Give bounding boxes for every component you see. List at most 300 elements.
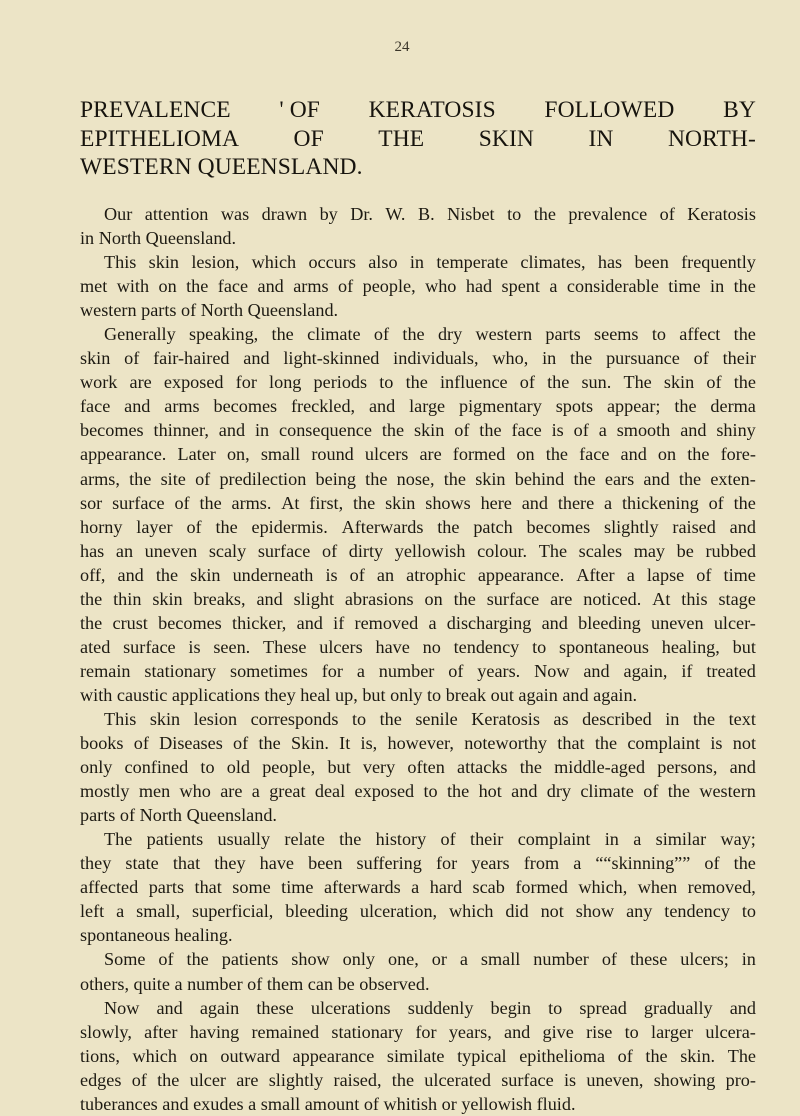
text-line <box>80 611 756 635</box>
word: uneven <box>651 612 704 633</box>
word: the <box>258 733 281 754</box>
word: abrasions <box>344 588 414 609</box>
word: old <box>226 757 250 778</box>
word: the <box>365 468 388 489</box>
text-line <box>80 851 756 875</box>
word: left <box>80 901 105 922</box>
word: tendency <box>453 636 520 657</box>
word: described <box>582 708 652 729</box>
word: climate <box>307 324 361 345</box>
word: exten- <box>710 468 756 489</box>
word: becomes <box>526 516 591 537</box>
word: of <box>133 733 149 754</box>
word: time <box>723 564 756 585</box>
text-line <box>80 947 756 971</box>
word: surface <box>112 492 165 513</box>
word: often <box>407 757 445 778</box>
word: the <box>570 348 593 369</box>
word: again, <box>623 660 668 681</box>
word: Now <box>104 997 140 1018</box>
word: Keratosis <box>687 204 756 224</box>
word: The <box>104 829 133 850</box>
word: a <box>116 901 125 922</box>
word: skin <box>663 372 695 393</box>
text-line <box>80 322 756 346</box>
word: history <box>375 829 427 850</box>
word: and <box>117 564 144 585</box>
word: to <box>651 324 666 345</box>
text-line <box>80 707 756 731</box>
word: remained <box>251 1021 320 1042</box>
word: only <box>80 757 113 778</box>
word: not <box>540 901 564 922</box>
word: At <box>652 588 671 609</box>
word: thicker, <box>232 612 287 633</box>
title-line-3: WESTERN QUEENSLAND. <box>80 154 363 180</box>
word: Our <box>104 204 133 224</box>
word: off, <box>80 564 106 585</box>
word: who, <box>492 348 529 369</box>
word: spots <box>555 396 594 417</box>
word: as <box>553 708 569 729</box>
word: of <box>706 372 722 393</box>
word: sor <box>80 492 103 513</box>
word: of <box>338 276 354 297</box>
word: may <box>633 540 666 561</box>
word: of <box>696 564 712 585</box>
word: colour. <box>477 540 528 561</box>
word: in <box>254 420 270 441</box>
word: a <box>251 781 260 802</box>
text-line: with caustic applications they heal up, but only to break out again and again. <box>80 684 638 705</box>
word: to <box>379 372 394 393</box>
word: of <box>693 348 709 369</box>
word: lesion, <box>191 252 240 273</box>
word: skin <box>148 252 179 273</box>
word: state <box>125 853 159 874</box>
word: Later <box>177 444 216 465</box>
word: the <box>186 949 209 970</box>
word: when <box>637 877 678 898</box>
word: rubbed <box>705 540 756 561</box>
word: a <box>633 829 642 850</box>
word: freckled, <box>290 396 356 417</box>
word: number <box>533 949 589 970</box>
word: for <box>435 853 458 874</box>
word: and <box>620 444 647 465</box>
text-line: spontaneous healing. <box>80 925 233 946</box>
word: smooth <box>616 420 671 441</box>
word: affected <box>80 877 139 898</box>
word: The <box>623 372 652 393</box>
word: parts <box>545 324 581 345</box>
word: typical <box>457 1045 507 1066</box>
word: show <box>575 901 615 922</box>
word: skin <box>414 420 445 441</box>
word: Keratosis <box>471 708 540 729</box>
word: similate <box>386 1045 445 1066</box>
word: corresponds <box>250 708 339 729</box>
word: ulcers <box>364 444 409 465</box>
text-line <box>80 827 756 851</box>
word: At <box>281 492 300 513</box>
word: mostly <box>80 781 130 802</box>
word: similar <box>655 829 707 850</box>
word: show <box>291 949 330 970</box>
word: periods <box>313 372 368 393</box>
word: W. <box>385 204 406 224</box>
word: the <box>381 420 405 441</box>
word: dry <box>546 781 572 802</box>
word: to <box>548 997 563 1018</box>
word: way; <box>720 829 756 850</box>
paragraph <box>80 322 756 707</box>
word: the <box>594 733 618 754</box>
word: western <box>475 324 533 345</box>
word: middle-aged <box>554 757 646 778</box>
word: the <box>80 612 103 633</box>
word: the <box>733 276 756 297</box>
word: men <box>138 781 171 802</box>
word: of <box>643 781 659 802</box>
word: arms <box>293 276 329 297</box>
word: on <box>189 1045 208 1066</box>
word: shiny <box>716 420 756 441</box>
word: ears <box>604 468 635 489</box>
word: removed <box>354 612 419 633</box>
word: who <box>425 276 457 297</box>
word: the <box>674 396 697 417</box>
word: These <box>263 636 307 657</box>
word: western <box>699 781 756 802</box>
text-line <box>80 563 756 587</box>
word: edges <box>80 1069 122 1090</box>
word: has <box>597 252 623 273</box>
paragraph <box>80 707 756 827</box>
word: noteworthy <box>464 733 548 754</box>
word: attacks <box>457 757 508 778</box>
word: and <box>583 660 610 681</box>
word: noticed. <box>583 588 642 609</box>
word: Afterwards <box>341 516 424 537</box>
text-line <box>80 515 756 539</box>
word: first, <box>309 492 344 513</box>
word: which <box>251 252 297 273</box>
word: in <box>604 829 619 850</box>
word: of <box>174 492 190 513</box>
word: who <box>179 781 211 802</box>
word: sun. <box>581 372 612 393</box>
text-line <box>80 1044 756 1068</box>
word: of <box>440 829 456 850</box>
word: in <box>710 276 725 297</box>
word: and <box>729 757 756 778</box>
word: is, <box>360 733 378 754</box>
word: again <box>199 997 240 1018</box>
word: suffering <box>356 853 422 874</box>
word: ulcer <box>189 1069 226 1090</box>
word: being <box>315 468 356 489</box>
word: face <box>80 396 111 417</box>
word: suddenly <box>407 997 474 1018</box>
word: of <box>349 564 365 585</box>
word: formed <box>452 444 506 465</box>
text-line: others, quite a number of them can be observed. <box>80 973 430 994</box>
word: confined <box>124 757 189 778</box>
word: slightly <box>268 1069 324 1090</box>
word: text <box>728 708 756 729</box>
word: to <box>507 204 522 224</box>
word: of <box>186 516 202 537</box>
word: the <box>733 853 756 874</box>
word: work <box>80 372 118 393</box>
word: larger <box>651 1021 694 1042</box>
word: are <box>550 588 573 609</box>
word: patients <box>146 829 204 850</box>
word: the <box>645 1045 668 1066</box>
word: in <box>409 252 425 273</box>
word: a <box>604 492 613 513</box>
word: is <box>563 1069 577 1090</box>
word: small <box>480 949 521 970</box>
word: removed, <box>687 877 756 898</box>
word: arms. <box>231 492 272 513</box>
word: affect <box>679 324 721 345</box>
word: the <box>402 324 425 345</box>
word: the <box>573 468 596 489</box>
word: some <box>232 877 271 898</box>
word: and <box>296 612 323 633</box>
word: the <box>733 492 756 513</box>
word: the <box>533 204 556 224</box>
word: remain <box>80 660 131 681</box>
text-line <box>80 731 756 755</box>
word: patch <box>473 516 513 537</box>
word: did <box>505 901 529 922</box>
word: the <box>405 372 428 393</box>
word: of <box>124 348 140 369</box>
word: gradually <box>643 997 713 1018</box>
word: is <box>710 733 723 754</box>
word: be <box>676 540 694 561</box>
paragraph <box>80 250 756 322</box>
word: atrophic <box>406 564 466 585</box>
word: bleeding <box>285 901 348 922</box>
word: breaks, <box>193 588 246 609</box>
word: This <box>104 252 137 273</box>
word: also <box>368 252 398 273</box>
text-line <box>80 875 756 899</box>
word: hard <box>429 877 463 898</box>
word: a <box>459 949 468 970</box>
word: predilection <box>219 468 307 489</box>
word: of <box>131 1069 147 1090</box>
word: the <box>353 492 376 513</box>
word: the <box>479 420 502 441</box>
word: the <box>733 372 756 393</box>
word: that <box>172 853 201 874</box>
text-line <box>80 587 756 611</box>
word: in <box>542 348 557 369</box>
word: to <box>624 1021 639 1042</box>
title-line-2: EPITHELIOMA OF THE SKIN IN NORTH- <box>80 125 756 152</box>
word: face <box>217 276 249 297</box>
word: seen. <box>213 636 251 657</box>
page-number: 24 <box>394 39 410 55</box>
word: the <box>678 468 702 489</box>
word: of <box>704 853 720 874</box>
word: site <box>160 468 186 489</box>
word: the <box>443 468 466 489</box>
word: the <box>547 372 570 393</box>
word: Dr. <box>350 204 373 224</box>
word: becomes <box>158 612 222 633</box>
word: considerable <box>566 276 659 297</box>
word: but <box>732 636 756 657</box>
word: surface <box>486 588 540 609</box>
word: of <box>601 949 617 970</box>
word: The <box>538 540 568 561</box>
word: a <box>573 853 582 874</box>
word: the <box>446 781 470 802</box>
word: a <box>428 612 437 633</box>
word: any <box>626 901 653 922</box>
word: to <box>741 901 756 922</box>
word: great <box>269 781 306 802</box>
word: small <box>260 444 301 465</box>
word: are <box>129 372 152 393</box>
word: drawn <box>261 204 308 224</box>
word: spread <box>579 997 627 1018</box>
word: the <box>80 588 103 609</box>
word: which, <box>578 877 628 898</box>
word: derma <box>710 396 756 417</box>
word: stage <box>718 588 756 609</box>
word: if <box>333 612 345 633</box>
word: years <box>471 853 510 874</box>
word: layer <box>136 516 173 537</box>
word: the <box>186 276 209 297</box>
word: arms <box>164 396 200 417</box>
word: and <box>511 781 538 802</box>
word: surface <box>257 540 311 561</box>
word: B. <box>417 204 435 224</box>
word: give <box>542 1021 574 1042</box>
word: and <box>256 588 283 609</box>
word: the <box>687 444 710 465</box>
paragraph <box>80 996 756 1116</box>
word: thickening <box>621 492 699 513</box>
word: an <box>376 564 395 585</box>
word: pigmentary <box>458 396 542 417</box>
word: attention <box>144 204 209 224</box>
word: for <box>235 372 257 393</box>
word: Nisbet <box>447 204 495 224</box>
word: pro- <box>725 1069 756 1090</box>
word: lesion <box>193 708 238 729</box>
word: appearance <box>292 1045 375 1066</box>
word: however, <box>387 733 454 754</box>
word: afterwards <box>323 877 401 898</box>
word: deal <box>314 781 346 802</box>
word: from <box>523 853 560 874</box>
word: bleeding <box>578 612 641 633</box>
word: the <box>129 468 152 489</box>
word: raised <box>672 516 716 537</box>
text-line: in North Queensland. <box>80 228 237 249</box>
word: a <box>549 276 558 297</box>
word: and <box>680 420 707 441</box>
word: spontaneous <box>559 636 649 657</box>
word: and <box>729 997 756 1018</box>
word: ulcers; <box>680 949 729 970</box>
word: Generally <box>104 324 176 345</box>
title-line-1: PREVALENCE ' OF KERATOSIS FOLLOWED BY <box>80 97 756 123</box>
word: and <box>243 348 270 369</box>
word: and <box>521 492 548 513</box>
word: the <box>692 708 716 729</box>
word: surface <box>123 636 176 657</box>
word: treated <box>706 660 756 681</box>
word: the <box>271 324 294 345</box>
word: the <box>379 708 402 729</box>
word: people, <box>362 276 416 297</box>
word: and <box>218 420 246 441</box>
word: on <box>516 444 535 465</box>
word: Now <box>534 660 570 681</box>
word: here <box>480 492 512 513</box>
word: influence <box>439 372 508 393</box>
word: usually <box>217 829 271 850</box>
word: slightly <box>604 516 659 537</box>
word: are <box>419 444 442 465</box>
word: of <box>195 468 211 489</box>
word: fore- <box>720 444 756 465</box>
word: in <box>741 949 756 970</box>
word: arms, <box>80 468 120 489</box>
word: an <box>115 540 134 561</box>
word: skin <box>475 468 506 489</box>
word: small, <box>136 901 181 922</box>
word: and <box>156 997 183 1018</box>
word: thinner, <box>153 420 209 441</box>
word: dry <box>437 324 463 345</box>
word: to <box>423 781 438 802</box>
word: and <box>729 516 756 537</box>
text-line <box>80 394 756 418</box>
word: are <box>236 1069 259 1090</box>
text-line <box>80 274 756 298</box>
article-title <box>80 96 756 182</box>
word: sometimes <box>230 660 308 681</box>
word: This <box>104 708 137 729</box>
word: number <box>378 660 435 681</box>
word: the <box>733 324 756 345</box>
word: is <box>325 564 338 585</box>
word: appear; <box>606 396 661 417</box>
text-line <box>80 467 756 491</box>
word: ulcer- <box>713 612 756 633</box>
word: ulcerated <box>424 1069 491 1090</box>
word: becomes <box>80 420 144 441</box>
word: this <box>681 588 708 609</box>
word: ated <box>80 636 111 657</box>
word: ulcers <box>319 636 363 657</box>
word: parts <box>148 877 185 898</box>
word: skin <box>80 348 111 369</box>
word: climate <box>580 781 634 802</box>
word: the <box>215 516 238 537</box>
